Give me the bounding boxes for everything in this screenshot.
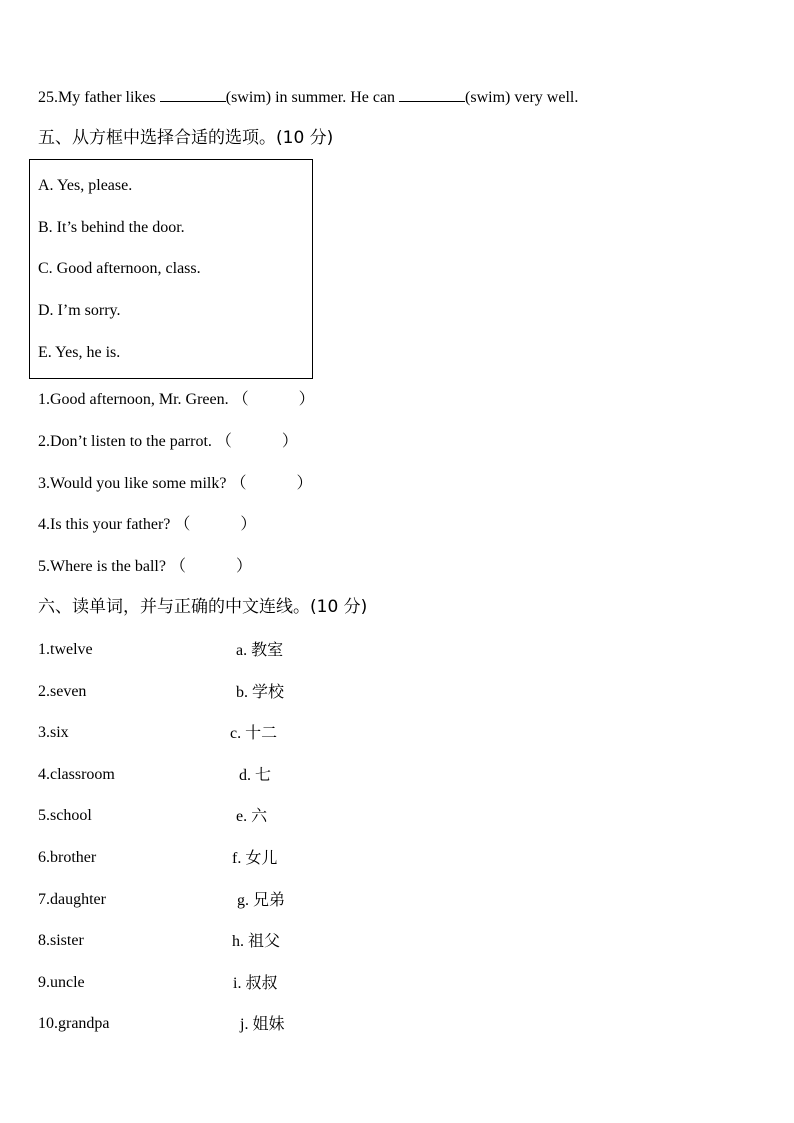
meaning-item-e[interactable] xyxy=(236,806,267,827)
answer-paren-open: （ xyxy=(215,433,232,450)
question-number: 25. xyxy=(38,89,58,106)
question-text-part1: My father likes xyxy=(58,89,160,106)
meaning-chinese: 女儿 xyxy=(245,848,278,867)
option-d: D. I’m sorry. xyxy=(38,302,121,319)
meaning-letter: h. xyxy=(232,933,244,950)
meaning-letter: i. xyxy=(233,975,242,992)
meaning-chinese: 十二 xyxy=(245,723,278,742)
meaning-letter: a. xyxy=(236,642,248,659)
meaning-chinese: 七 xyxy=(255,765,272,784)
choice-question-3 xyxy=(38,474,313,494)
meaning-letter: e. xyxy=(236,808,248,825)
meaning-item-g[interactable] xyxy=(237,890,285,911)
choice-question-5 xyxy=(38,557,252,577)
meaning-letter: b. xyxy=(236,684,248,701)
meaning-letter: c. xyxy=(230,725,242,742)
word-item-3[interactable]: 3.six xyxy=(38,724,69,741)
answer-paren-open: （ xyxy=(230,475,247,492)
meaning-letter: g. xyxy=(237,892,249,909)
choice-question-text: 5.Where is the ball? xyxy=(38,558,166,575)
meaning-chinese: 姐妹 xyxy=(252,1014,285,1033)
option-b: B. It’s behind the door. xyxy=(38,219,185,236)
meaning-chinese: 兄弟 xyxy=(253,890,286,909)
choice-question-text: 4.Is this your father? xyxy=(38,516,171,533)
question-hint-1: (swim) in summer. He can xyxy=(225,89,400,106)
answer-paren-open: （ xyxy=(174,516,191,533)
word-item-6[interactable]: 6.brother xyxy=(38,849,97,866)
choice-question-1 xyxy=(38,390,315,410)
options-box xyxy=(29,159,313,379)
option-e: E. Yes, he is. xyxy=(38,344,121,361)
meaning-chinese: 教室 xyxy=(251,640,284,659)
choice-question-text: 2.Don’t listen to the parrot. xyxy=(38,433,212,450)
answer-paren-close: ） xyxy=(296,475,313,492)
meaning-item-i[interactable] xyxy=(233,973,277,994)
word-item-7[interactable]: 7.daughter xyxy=(38,891,106,908)
meaning-item-c[interactable] xyxy=(230,723,277,744)
answer-blank-1[interactable] xyxy=(160,87,226,102)
choice-question-2 xyxy=(38,432,298,452)
word-item-10[interactable]: 10.grandpa xyxy=(38,1015,110,1032)
choice-question-text: 3.Would you like some milk? xyxy=(38,475,227,492)
word-item-2[interactable]: 2.seven xyxy=(38,683,87,700)
meaning-item-b[interactable] xyxy=(236,682,284,703)
meaning-letter: f. xyxy=(232,850,242,867)
answer-paren-close: ） xyxy=(240,516,257,533)
meaning-chinese: 叔叔 xyxy=(245,973,278,992)
meaning-item-a[interactable] xyxy=(236,640,283,661)
answer-blank-2[interactable] xyxy=(399,87,465,102)
word-item-1[interactable]: 1.twelve xyxy=(38,641,93,658)
option-a: A. Yes, please. xyxy=(38,177,133,194)
meaning-chinese: 六 xyxy=(251,806,268,825)
meaning-item-d[interactable] xyxy=(239,765,271,786)
meaning-item-f[interactable] xyxy=(232,848,277,869)
meaning-chinese: 学校 xyxy=(252,682,285,701)
word-item-5[interactable]: 5.school xyxy=(38,807,92,824)
word-item-8[interactable]: 8.sister xyxy=(38,932,84,949)
answer-paren-open: （ xyxy=(232,391,249,408)
question-25 xyxy=(38,87,578,108)
meaning-item-h[interactable] xyxy=(232,931,280,952)
meaning-chinese: 祖父 xyxy=(248,931,281,950)
choice-question-text: 1.Good afternoon, Mr. Green. xyxy=(38,391,229,408)
meaning-item-j[interactable] xyxy=(240,1014,284,1035)
word-item-4[interactable]: 4.classroom xyxy=(38,766,115,783)
option-c: C. Good afternoon, class. xyxy=(38,260,201,277)
answer-paren-close: ） xyxy=(235,558,252,575)
section-5-heading: 五、从方框中选择合适的选项。(10 分) xyxy=(38,128,334,148)
answer-paren-open: （ xyxy=(169,558,186,575)
answer-paren-close: ） xyxy=(298,391,315,408)
section-6-heading: 六、读单词，并与正确的中文连线。(10 分) xyxy=(38,597,368,617)
meaning-letter: j. xyxy=(240,1016,249,1033)
word-item-9[interactable]: 9.uncle xyxy=(38,974,85,991)
meaning-letter: d. xyxy=(239,767,251,784)
answer-paren-close: ） xyxy=(281,433,298,450)
choice-question-4 xyxy=(38,515,256,535)
question-hint-2: (swim) very well. xyxy=(465,89,579,106)
